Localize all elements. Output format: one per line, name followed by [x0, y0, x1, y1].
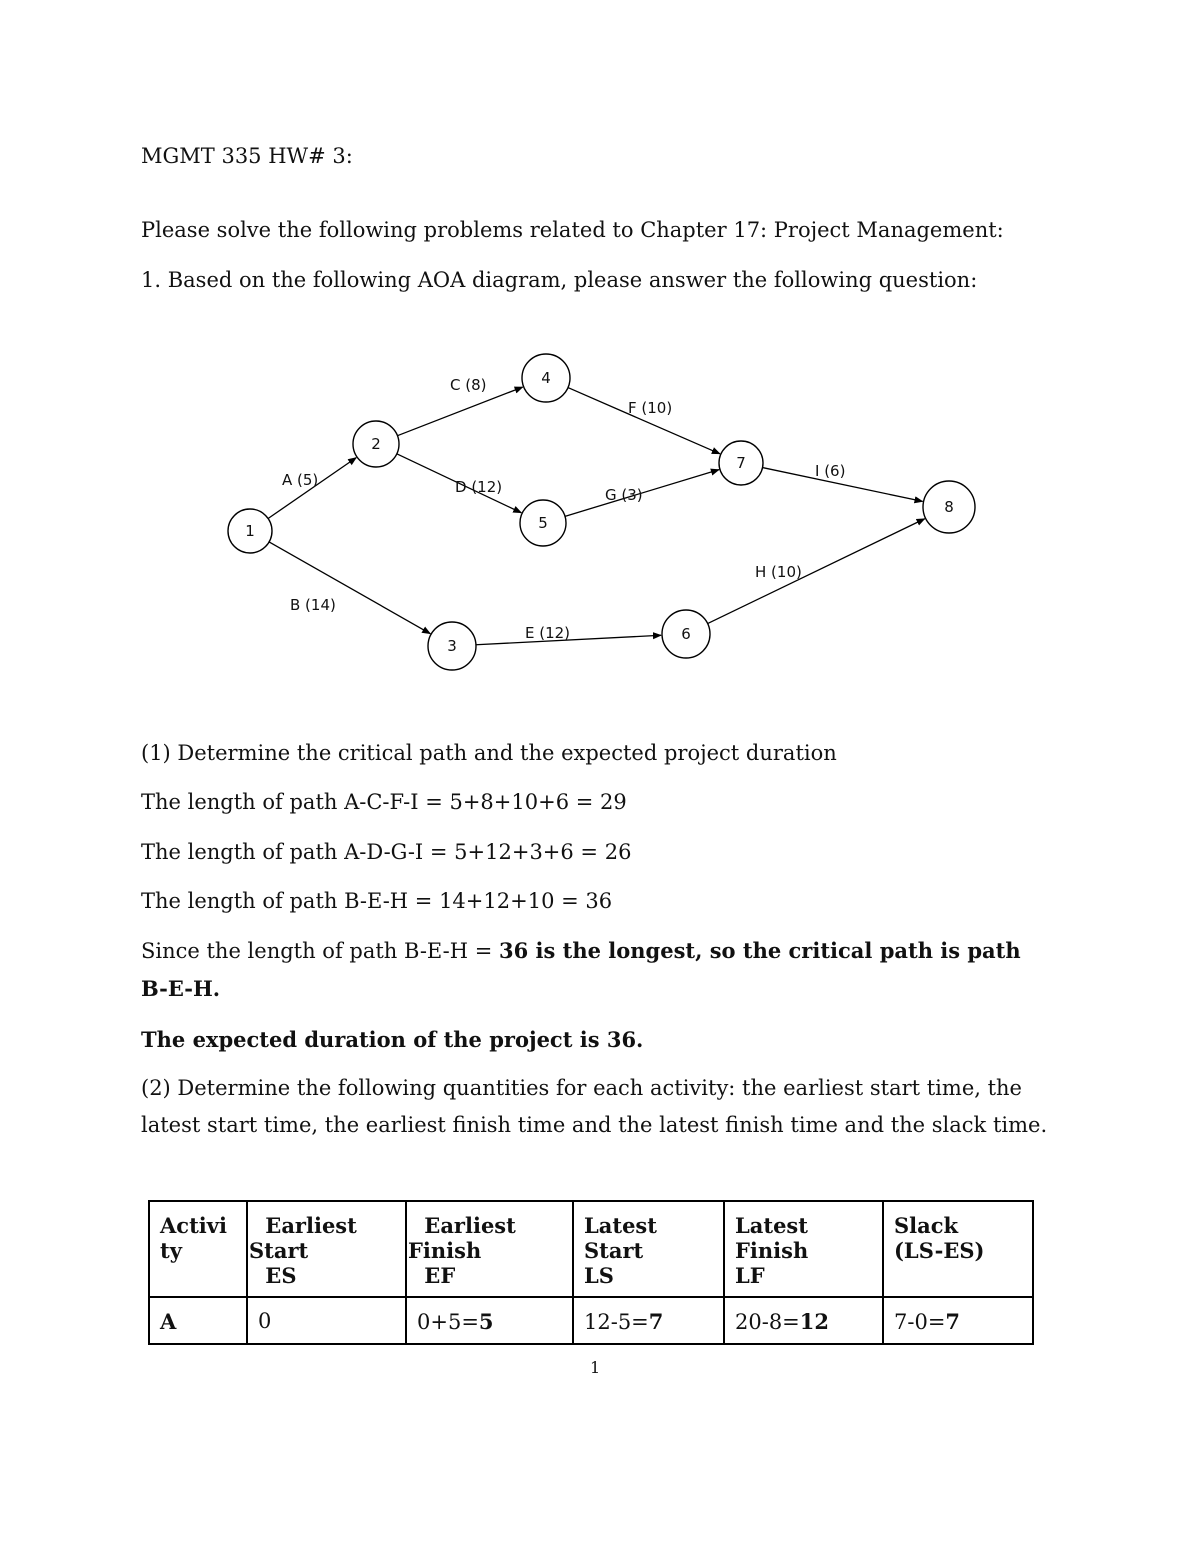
- table-row: [149, 1297, 1033, 1344]
- header-line: Latest: [735, 1213, 808, 1238]
- critical-path-conclusion: [141, 932, 1051, 1008]
- cell-result: 12: [799, 1309, 830, 1334]
- part1-heading: (1) Determine the critical path and the expected project duration: [141, 741, 837, 765]
- page-number: 1: [590, 1358, 601, 1377]
- header-line: Activi: [160, 1213, 227, 1238]
- activity-label: D (12): [455, 478, 503, 496]
- cell-text: 0: [258, 1309, 272, 1333]
- activity-arrow-n1-n3: [269, 542, 430, 634]
- activity-label: F (10): [628, 399, 673, 417]
- header-line: (LS-ES): [894, 1238, 985, 1263]
- question-1: 1. Based on the following AOA diagram, please answer the following question:: [141, 268, 978, 292]
- table-header-row: [149, 1201, 1033, 1297]
- header-line: Finish: [408, 1238, 482, 1263]
- cell-result: 5: [478, 1309, 494, 1334]
- expected-duration-text: The expected duration of the project is 36.: [141, 1027, 644, 1052]
- activity-arrow-n2-n4: [397, 387, 522, 436]
- event-node-label: 2: [371, 435, 381, 453]
- cell-result: A: [160, 1309, 177, 1334]
- cell-text: 12-5=: [584, 1310, 649, 1334]
- header-line: Latest: [584, 1213, 657, 1238]
- activity-label: A (5): [282, 471, 319, 489]
- path-line-3: The length of path B-E-H = 14+12+10 = 36: [141, 889, 613, 913]
- table-cell: [406, 1297, 573, 1344]
- conclusion-plain: Since the length of path B-E-H =: [141, 939, 499, 963]
- event-node-label: 6: [681, 625, 691, 643]
- conclusion-bold: 36 is the longest, so the critical path is path B-E-H.: [141, 938, 1021, 1001]
- table-header-cell: [883, 1201, 1033, 1297]
- header-line: Start: [584, 1238, 644, 1263]
- activity-label: I (6): [815, 462, 846, 480]
- table-header-cell: [406, 1201, 573, 1297]
- event-node-label: 8: [944, 498, 954, 516]
- table-cell: [883, 1297, 1033, 1344]
- event-node-label: 3: [447, 637, 457, 655]
- header-line: Slack: [894, 1213, 959, 1238]
- cell-result: 7: [648, 1309, 664, 1334]
- aoa-diagram: [200, 340, 1000, 680]
- table-cell: [247, 1297, 406, 1344]
- event-node-label: 4: [541, 369, 551, 387]
- activity-label: G (3): [605, 486, 643, 504]
- table-header-cell: [573, 1201, 724, 1297]
- table-cell: [573, 1297, 724, 1344]
- table-cell: [724, 1297, 883, 1344]
- cell-result: 7: [945, 1309, 961, 1334]
- table-header-cell: [724, 1201, 883, 1297]
- event-node-label: 5: [538, 514, 548, 532]
- intro-text: Please solve the following problems related to Chapter 17: Project Management:: [141, 218, 1004, 242]
- cell-text: 20-8=: [735, 1310, 800, 1334]
- path-line-1: The length of path A-C-F-I = 5+8+10+6 = 29: [141, 790, 627, 814]
- header-line: ES: [258, 1263, 297, 1288]
- activity-label: H (10): [755, 563, 802, 581]
- table-cell: [149, 1297, 247, 1344]
- header-line: LS: [584, 1263, 614, 1288]
- activity-label: E (12): [525, 624, 571, 642]
- header-line: Start: [249, 1238, 309, 1263]
- cell-text: 7-0=: [894, 1310, 946, 1334]
- activity-label: C (8): [450, 376, 487, 394]
- event-node-label: 7: [736, 454, 746, 472]
- expected-duration: [141, 1026, 643, 1054]
- part2-heading: (2) Determine the following quantities for each activity: the earliest start time, the latest start time, the earliest finish time and the latest finish time and the slack time.: [141, 1076, 1048, 1137]
- header-line: Finish: [735, 1238, 809, 1263]
- homework-title: MGMT 335 HW# 3:: [141, 144, 353, 168]
- activity-arrow-n6-n8: [708, 519, 925, 624]
- table-header-cell: [247, 1201, 406, 1297]
- activity-table: [148, 1200, 1034, 1345]
- header-line: EF: [417, 1263, 456, 1288]
- header-line: ty: [160, 1238, 182, 1263]
- path-line-2: The length of path A-D-G-I = 5+12+3+6 = 26: [141, 840, 632, 864]
- cell-text: 0+5=: [417, 1310, 479, 1334]
- activity-label: B (14): [290, 596, 336, 614]
- header-line: LF: [735, 1263, 765, 1288]
- header-line: Earliest: [258, 1213, 357, 1238]
- event-node-label: 1: [245, 522, 255, 540]
- activity-arrow-n4-n7: [568, 388, 720, 454]
- table-header-cell: [149, 1201, 247, 1297]
- header-line: Earliest: [417, 1213, 516, 1238]
